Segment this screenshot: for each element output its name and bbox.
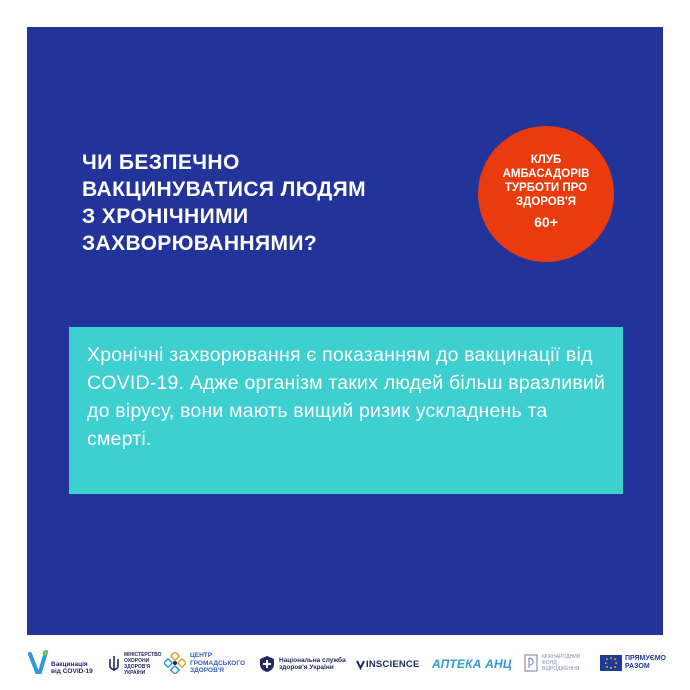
eu-flag-icon xyxy=(600,655,622,671)
badge-age: 60+ xyxy=(534,213,558,230)
vaccination-logo xyxy=(28,650,93,676)
public-health-center-logo-text: ЦЕНТР ГРОМАДСЬКОГО ЗДОРОВ'Я xyxy=(190,652,246,674)
partner-logos-footer xyxy=(0,640,690,690)
club-badge xyxy=(478,126,614,262)
ministry-logo-text: МІНІСТЕРСТВО ОХОРОНИ ЗДОРОВ'Я УКРАЇНИ xyxy=(124,652,162,676)
renaissance-foundation-logo-text: МІЖНАРОДНИЙ ФОНД ВІДРОДЖЕННЯ xyxy=(542,654,581,672)
renaissance-foundation-icon xyxy=(524,654,538,672)
badge-title: КЛУБ АМБАСАДОРІВ ТУРБОТИ ПРО ЗДОРОВ'Я xyxy=(502,153,590,208)
eu-logo-text: ПРЯМУЄМО РАЗОМ xyxy=(625,655,666,670)
poster-question: ЧИ БЕЗПЕЧНО ВАКЦИНУВАТИСЯ ЛЮДЯМ З ХРОНІЧНИМИ ЗАХВОРЮВАННЯМИ? xyxy=(82,151,367,255)
vaccination-logo-text: Вакцинація від COVID-19 xyxy=(51,660,93,675)
info-text: Хронічні захворювання є показанням до вакцинації від COVID-19. Адже організм таких людей більш вразливий до вірусу, вони мають вищий ризик ускладнень та смерті. xyxy=(87,344,606,450)
eu-logo xyxy=(600,655,666,671)
public-health-center-icon xyxy=(164,652,186,674)
trident-icon xyxy=(108,654,120,674)
inscience-logo-text: INSCIENCE xyxy=(366,659,420,670)
inscience-mark-icon xyxy=(356,660,365,670)
vaccination-v-icon xyxy=(28,650,48,676)
info-box xyxy=(69,327,623,494)
nhsu-logo-text: Національна служба здоров'я України xyxy=(279,656,346,671)
shield-cross-icon xyxy=(259,655,275,673)
apteka-anc-logo-text: АПТЕКА АНЦ xyxy=(432,657,512,671)
renaissance-foundation-logo xyxy=(524,654,580,672)
apteka-anc-logo xyxy=(432,657,512,671)
ministry-logo xyxy=(108,652,162,676)
poster xyxy=(27,27,663,635)
inscience-logo xyxy=(356,659,420,670)
nhsu-logo xyxy=(259,655,346,673)
public-health-center-logo xyxy=(164,652,245,675)
